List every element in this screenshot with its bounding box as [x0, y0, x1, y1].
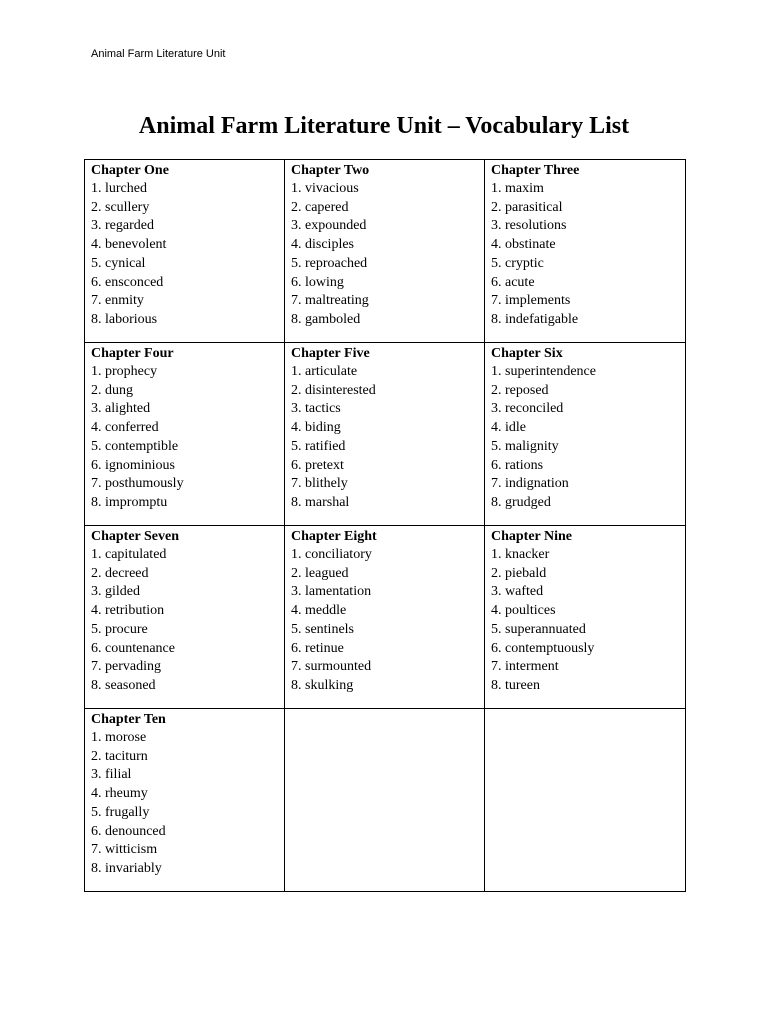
chapter-heading: Chapter Six: [491, 346, 563, 361]
vocabulary-word: 7. surmounted: [291, 659, 372, 675]
vocabulary-word: 6. rations: [491, 457, 544, 473]
vocabulary-word: 3. tactics: [291, 401, 341, 417]
word-list: [491, 180, 679, 330]
vocabulary-word: 7. enmity: [91, 293, 144, 309]
vocabulary-word: 4. idle: [491, 420, 526, 436]
page-title: Animal Farm Literature Unit – Vocabulary List: [138, 113, 630, 139]
vocabulary-word: 1. prophecy: [91, 364, 158, 379]
vocabulary-word: 6. retinue: [291, 640, 344, 656]
vocabulary-word: 2. dung: [91, 382, 133, 398]
vocabulary-word: 6. pretext: [291, 457, 344, 473]
word-list: [291, 546, 478, 696]
vocabulary-table-body: [85, 160, 686, 892]
vocabulary-word: 4. rheumy: [91, 786, 148, 802]
table-row: [85, 343, 686, 526]
word-list: [91, 729, 278, 879]
vocabulary-word: 2. reposed: [491, 382, 549, 398]
empty-cell: [485, 709, 686, 892]
vocabulary-word: 5. frugally: [91, 804, 150, 820]
vocabulary-word: 4. obstinate: [491, 237, 556, 253]
vocabulary-word: 1. conciliatory: [291, 547, 372, 562]
chapter-heading: Chapter Eight: [291, 529, 377, 544]
vocabulary-table: [84, 159, 686, 892]
chapter-cell: [485, 526, 686, 709]
vocabulary-word: 3. resolutions: [491, 218, 567, 234]
vocabulary-word: 1. knacker: [491, 547, 550, 562]
vocabulary-word: 8. marshal: [291, 494, 350, 510]
vocabulary-word: 8. gamboled: [291, 311, 361, 327]
chapter-heading: Chapter One: [91, 163, 169, 178]
table-row: [85, 709, 686, 892]
vocabulary-word: 7. maltreating: [291, 293, 369, 309]
vocabulary-word: 1. capitulated: [91, 547, 167, 562]
vocabulary-word: 5. ratified: [291, 438, 346, 454]
vocabulary-word: 1. superintendence: [491, 364, 596, 379]
vocabulary-word: 4. biding: [291, 420, 341, 436]
vocabulary-word: 6. acute: [491, 274, 535, 290]
chapter-heading: Chapter Seven: [91, 529, 180, 544]
vocabulary-word: 3. expounded: [291, 218, 367, 234]
vocabulary-word: 4. retribution: [91, 603, 165, 619]
table-row: [85, 160, 686, 343]
vocabulary-word: 7. interment: [491, 659, 559, 675]
vocabulary-word: 1. vivacious: [291, 181, 359, 196]
vocabulary-word: 2. decreed: [91, 565, 149, 581]
word-list: [491, 546, 679, 696]
vocabulary-word: 2. leagued: [291, 565, 349, 581]
table-row: [85, 526, 686, 709]
vocabulary-word: 4. conferred: [91, 420, 159, 436]
chapter-cell: [85, 343, 285, 526]
vocabulary-word: 2. piebald: [491, 565, 547, 581]
vocabulary-word: 5. cynical: [91, 255, 146, 271]
vocabulary-word: 3. lamentation: [291, 584, 372, 600]
vocabulary-word: 3. regarded: [91, 218, 154, 234]
vocabulary-word: 8. laborious: [91, 311, 158, 327]
vocabulary-word: 5. reproached: [291, 255, 368, 271]
word-list: [91, 546, 278, 696]
vocabulary-word: 5. procure: [91, 621, 148, 637]
vocabulary-word: 3. filial: [91, 767, 132, 783]
vocabulary-word: 6. ignominious: [91, 457, 176, 473]
chapter-cell: [285, 160, 485, 343]
chapter-heading: Chapter Four: [91, 346, 174, 361]
vocabulary-word: 8. invariably: [91, 860, 162, 876]
vocabulary-word: 6. denounced: [91, 823, 166, 839]
vocabulary-word: 8. seasoned: [91, 677, 156, 693]
vocabulary-word: 4. disciples: [291, 237, 354, 253]
word-list: [291, 180, 478, 330]
word-list: [91, 363, 278, 513]
vocabulary-word: 6. lowing: [291, 274, 344, 290]
chapter-heading: Chapter Nine: [491, 529, 573, 544]
vocabulary-word: 3. gilded: [91, 584, 140, 600]
vocabulary-word: 7. blithely: [291, 476, 348, 492]
vocabulary-word: 8. grudged: [491, 494, 551, 510]
vocabulary-word: 2. disinterested: [291, 382, 376, 398]
vocabulary-word: 7. indignation: [491, 476, 569, 492]
vocabulary-word: 8. skulking: [291, 677, 354, 693]
chapter-cell: [285, 343, 485, 526]
chapter-heading: Chapter Three: [491, 163, 580, 178]
vocabulary-word: 4. poultices: [491, 603, 556, 619]
vocabulary-word: 5. malignity: [491, 438, 559, 454]
vocabulary-word: 7. witticism: [91, 842, 158, 858]
vocabulary-word: 2. taciturn: [91, 748, 148, 764]
vocabulary-word: 8. impromptu: [91, 494, 168, 510]
vocabulary-word: 7. posthumously: [91, 476, 184, 492]
running-header: Animal Farm Literature Unit: [91, 48, 226, 60]
vocabulary-word: 7. pervading: [91, 659, 161, 675]
vocabulary-word: 4. meddle: [291, 603, 347, 619]
chapter-cell: [485, 343, 686, 526]
chapter-cell: [85, 160, 285, 343]
vocabulary-word: 6. contemptuously: [491, 640, 595, 656]
chapter-cell: [285, 526, 485, 709]
chapter-cell: [85, 526, 285, 709]
vocabulary-word: 6. countenance: [91, 640, 175, 656]
vocabulary-word: 4. benevolent: [91, 237, 167, 253]
vocabulary-word: 5. sentinels: [291, 621, 354, 637]
vocabulary-word: 8. tureen: [491, 677, 540, 693]
vocabulary-word: 5. cryptic: [491, 255, 544, 271]
vocabulary-word: 8. indefatigable: [491, 311, 579, 327]
vocabulary-word: 7. implements: [491, 293, 571, 309]
vocabulary-word: 2. parasitical: [491, 199, 563, 215]
vocabulary-word: 1. morose: [91, 730, 147, 745]
vocabulary-word: 1. maxim: [491, 181, 544, 196]
word-list: [91, 180, 278, 330]
vocabulary-word: 6. ensconced: [91, 274, 164, 290]
chapter-heading: Chapter Ten: [91, 712, 166, 727]
chapter-heading: Chapter Five: [291, 346, 370, 361]
vocabulary-word: 1. articulate: [291, 364, 358, 379]
empty-cell: [285, 709, 485, 892]
word-list: [491, 363, 679, 513]
vocabulary-word: 3. wafted: [491, 584, 544, 600]
chapter-cell: [85, 709, 285, 892]
vocabulary-word: 2. capered: [291, 199, 349, 215]
vocabulary-word: 5. superannuated: [491, 621, 586, 637]
vocabulary-word: 5. contemptible: [91, 438, 179, 454]
chapter-cell: [485, 160, 686, 343]
chapter-heading: Chapter Two: [291, 163, 370, 178]
vocabulary-word: 1. lurched: [91, 181, 147, 196]
word-list: [291, 363, 478, 513]
vocabulary-word: 3. alighted: [91, 401, 151, 417]
vocabulary-word: 2. scullery: [91, 199, 150, 215]
vocabulary-word: 3. reconciled: [491, 401, 564, 417]
